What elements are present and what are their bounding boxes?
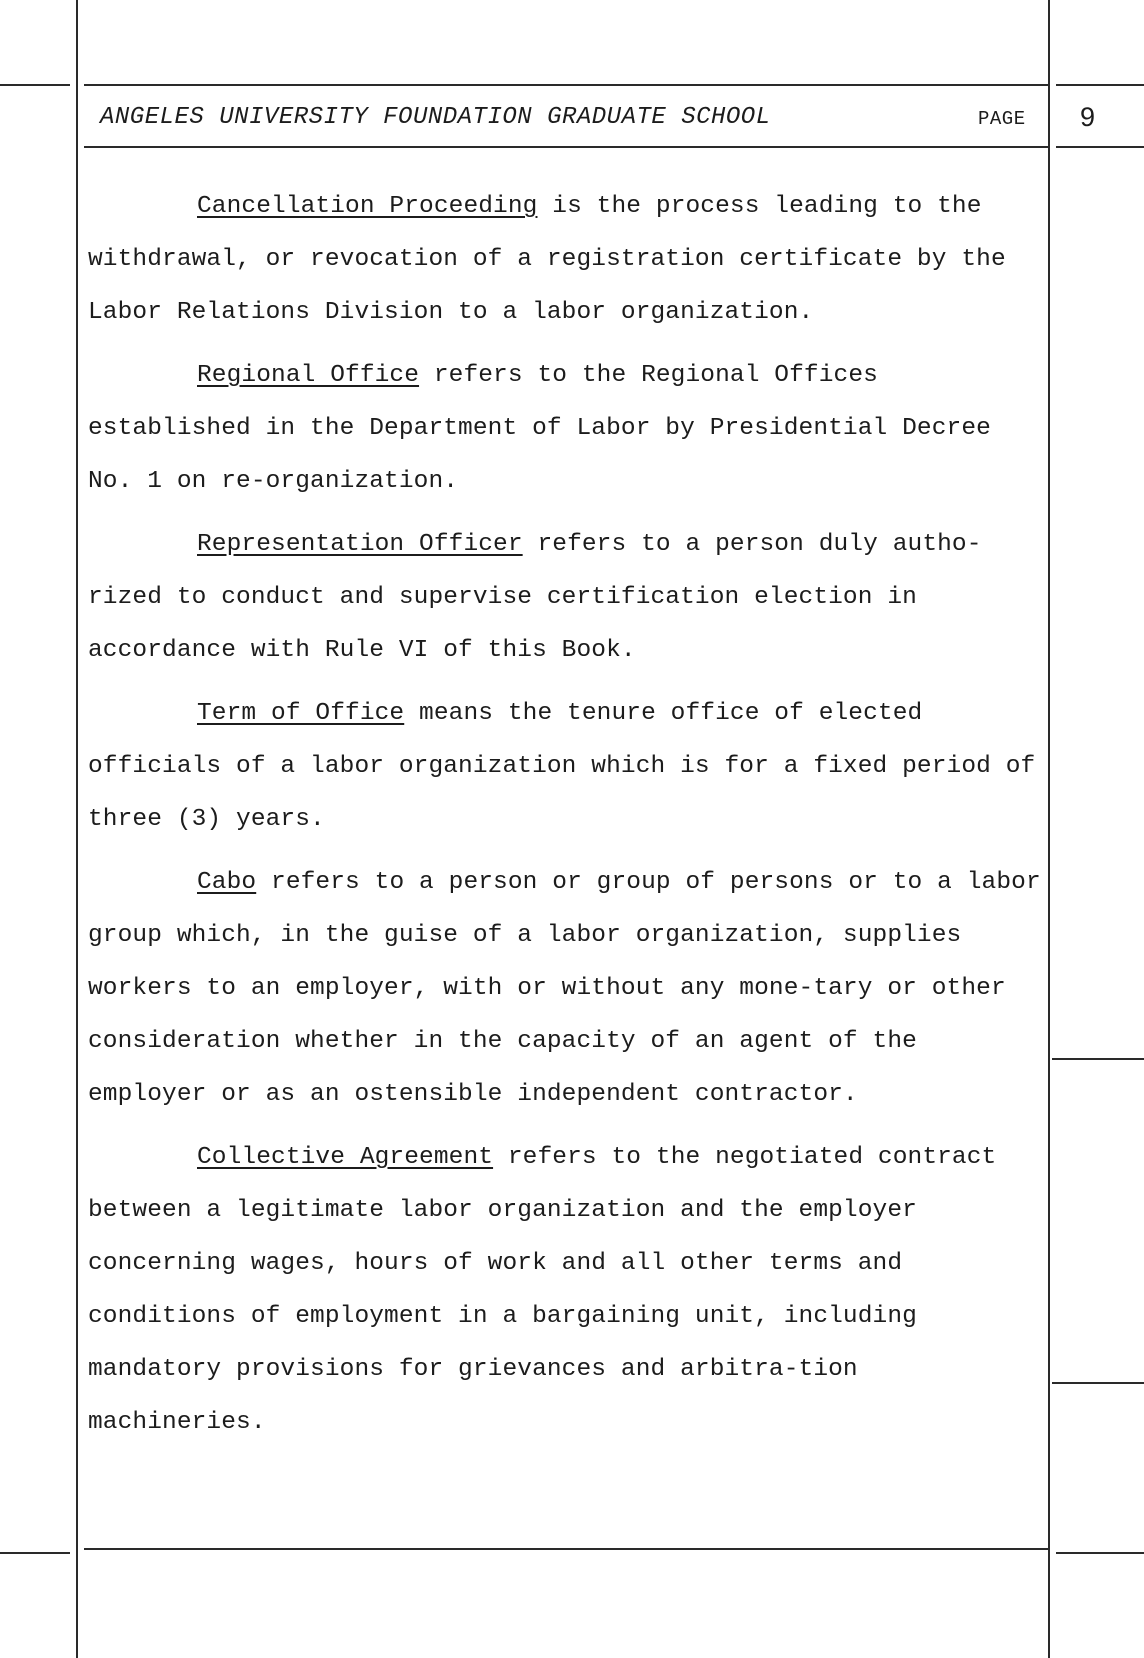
- header-top-rule-left: [0, 84, 70, 86]
- definition-term: Regional Office: [197, 362, 420, 389]
- page-label: PAGE: [978, 108, 1026, 130]
- definition-paragraph: [88, 349, 1048, 508]
- footer-rule-left: [0, 1552, 70, 1554]
- definitions-body: [88, 180, 1048, 1459]
- footer-rule-right: [1056, 1552, 1144, 1554]
- margin-tick-2: [1052, 1382, 1144, 1384]
- header-bottom-rule-right: [1056, 146, 1144, 148]
- definition-text: means the tenure office of elected officials of a labor organization which is for a fixed period of three (3) years.: [88, 700, 1036, 833]
- header-top-rule: [84, 84, 1048, 86]
- footer-rule: [84, 1548, 1048, 1550]
- definition-text: refers to the Regional Offices established in the Department of Labor by Presidential Decree No. 1 on re-organization.: [88, 362, 991, 495]
- right-margin-rule: [1048, 0, 1050, 1658]
- page-header: [100, 100, 1040, 140]
- definition-term: Collective Agreement: [197, 1144, 494, 1171]
- definition-paragraph: [88, 1131, 1048, 1449]
- definition-term: Cancellation Proceeding: [197, 193, 538, 220]
- definition-paragraph: [88, 180, 1048, 339]
- definition-text: refers to a person duly autho-rized to conduct and supervise certification election in accordance with Rule VI of this Book.: [88, 531, 982, 664]
- school-name: ANGELES UNIVERSITY FOUNDATION GRADUATE SCHOOL: [100, 104, 771, 131]
- definition-text: is the process leading to the withdrawal, or revocation of a registration certificate by the Labor Relations Division to a labor organization.: [88, 193, 1006, 326]
- left-margin-rule: [76, 0, 78, 1658]
- page-number: 9: [1080, 102, 1096, 132]
- definition-paragraph: [88, 687, 1048, 846]
- definition-paragraph: [88, 518, 1048, 677]
- definition-term: Term of Office: [197, 700, 405, 727]
- definition-text: refers to the negotiated contract between a legitimate labor organization and the employer concerning wages, hours of work and all other terms and conditions of employment in a bargaining unit, including mandatory provisions for grievances and arbitra-tion machineries.: [88, 1144, 997, 1436]
- header-top-rule-right: [1056, 84, 1144, 86]
- header-bottom-rule: [84, 146, 1048, 148]
- margin-tick-1: [1052, 1058, 1144, 1060]
- definition-term: Cabo: [197, 869, 257, 896]
- definition-paragraph: [88, 856, 1048, 1121]
- definition-term: Representation Officer: [197, 531, 523, 558]
- definition-text: refers to a person or group of persons or to a labor group which, in the guise of a labor organization, supplies workers to an employer, with or without any mone-tary or other consideration whether in the capacity of an agent of the employer or as an ostensible independent contractor.: [88, 869, 1041, 1108]
